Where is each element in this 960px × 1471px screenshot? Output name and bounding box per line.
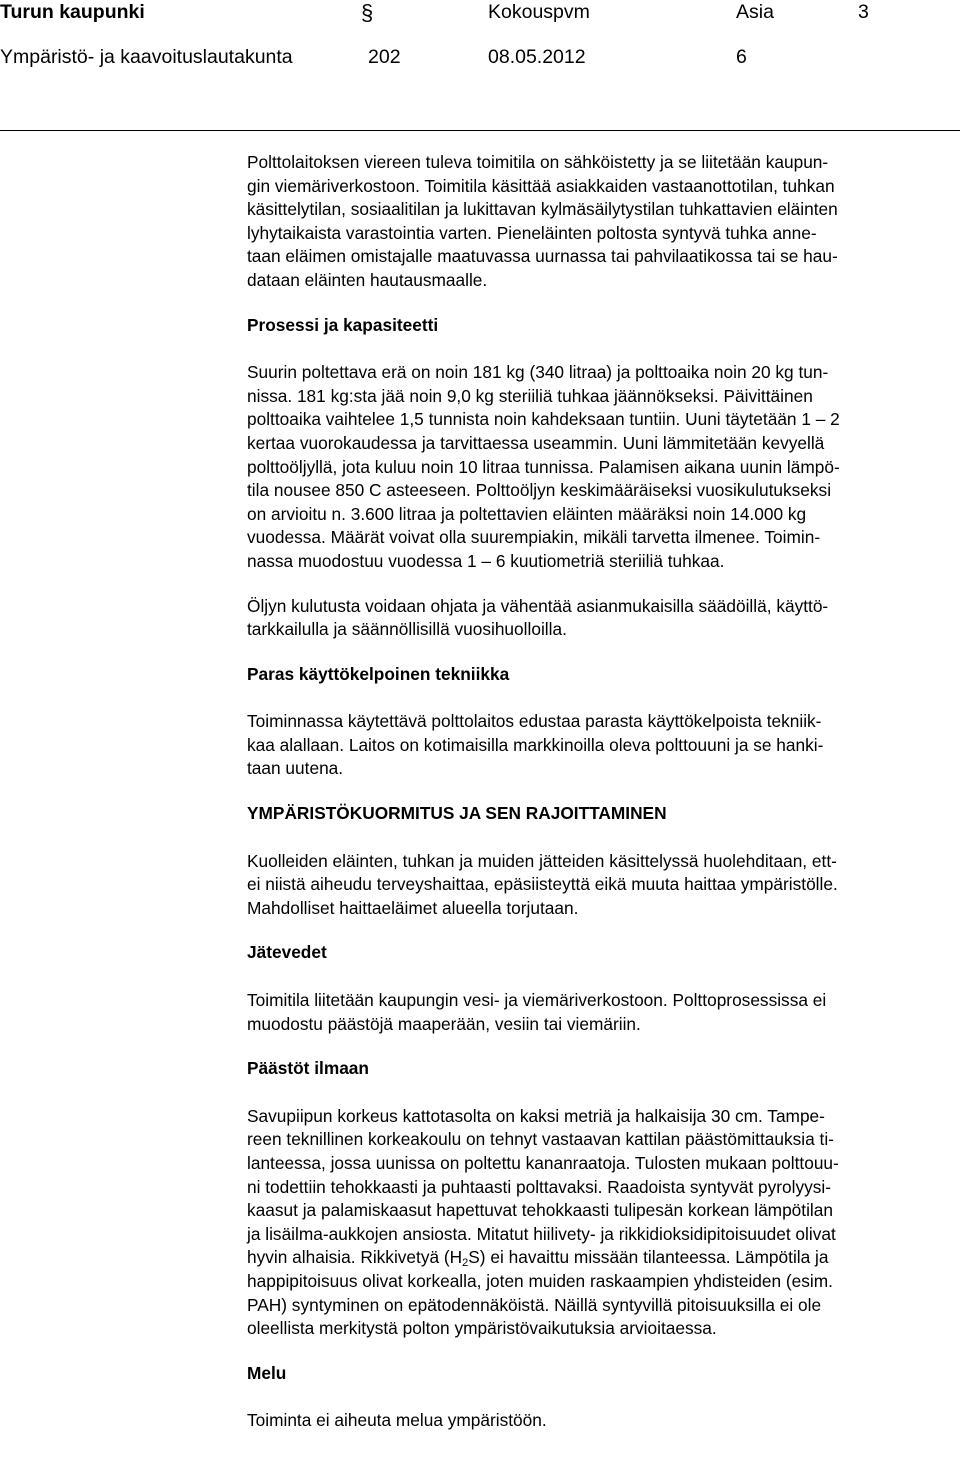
organization-name: Turun kaupunki: [0, 1, 145, 23]
heading-environmental-load: YMPÄRISTÖKUORMITUS JA SEN RAJOITTAMINEN: [247, 803, 667, 824]
page-number: 3: [858, 1, 869, 23]
text-line: nassa muodostuu vuodessa 1 – 6 kuutiometriä steriiliä tuhkaa.: [247, 550, 725, 571]
meeting-date: 08.05.2012: [488, 46, 586, 68]
text-line: ja lisäilma-aukkojen ansiosta. Mitatut hiilivety- ja rikkidioksidipitoisuudet olivat: [247, 1223, 836, 1244]
text-line: ei niistä aiheudu terveyshaittaa, epäsiisteyttä eikä muuta haittaa ympäristölle.: [247, 874, 838, 895]
text-line: polttoöljyllä, jota kuluu noin 10 litraa tunnissa. Palamisen aikana uunin lämpö-: [247, 456, 840, 477]
text-line: on arvioitu n. 3.600 litraa ja poltettavien eläinten määräksi noin 14.000 kg: [247, 503, 807, 524]
text-line: lanteessa, jossa uunissa on poltettu kananraatoja. Tulosten mukaan polttouu-: [247, 1153, 839, 1173]
item-label: Asia: [736, 1, 774, 23]
text-line: Kuolleiden eläinten, tuhkan ja muiden jätteiden käsittelyssä huolehditaan, ett-: [247, 850, 837, 871]
paragraph-technique: [247, 710, 952, 781]
item-number: 6: [736, 46, 747, 68]
text-line: Toimitila liitetään kaupungin vesi- ja viemäriverkostoon. Polttoprosessissa ei: [247, 990, 827, 1011]
text-line: PAH) syntyminen on epätodennäköistä. Näillä syntyvillä pitoisuuksilla ei ole: [247, 1294, 822, 1315]
text-line: lyhytaikaista varastointia varten. Pieneläinten poltosta syntyvä tuhka anne-: [247, 222, 817, 243]
paragraph-wastewater: [247, 989, 952, 1036]
text-line: Öljyn kulutusta voidaan ohjata ja vähentää asianmukaisilla säädöillä, käyttö-: [247, 595, 829, 616]
text-line: taan uutena.: [247, 758, 344, 779]
text-line: kaasut ja palamiskaasut hapettuvat tehokkaasti tulipesän korkean lämpötilan: [247, 1200, 833, 1221]
text-segment: S) ei havaittu missään tilanteessa. Lämpötila ja: [468, 1247, 829, 1268]
text-line: vuodessa. Määrät voivat olla suurempiakin, mikäli tarvetta ilmenee. Toimin-: [247, 527, 821, 548]
paragraph-process: [247, 361, 952, 573]
heading-best-technique: Paras käyttökelpoinen tekniikka: [247, 663, 510, 684]
subscript-2: 2: [462, 1257, 469, 1270]
text-line: gin viemäriverkostoon. Toimitila käsittää asiakkaiden vastaanottotilan, tuhkan: [247, 175, 835, 196]
paragraph-noise: [247, 1409, 952, 1433]
section-sign-icon: §: [361, 0, 374, 25]
text-line: Polttolaitoksen viereen tuleva toimitila on sähköistetty ja se liitetään kaupun-: [247, 152, 829, 172]
text-line: Toiminta ei aiheuta melua ympäristöön.: [247, 1410, 547, 1431]
text-line: Suurin poltettava erä on noin 181 kg (340 litraa) ja polttoaika noin 20 kg tun-: [247, 362, 829, 383]
text-line: Toiminnassa käytettävä polttolaitos edustaa parasta käyttökelpoista tekniik-: [247, 711, 822, 732]
paragraph-facility: [247, 151, 952, 293]
text-line: taan eläimen omistajalle maatuvassa uurnassa tai pahvilaatikossa tai se hau-: [247, 246, 838, 267]
heading-process-capacity: Prosessi ja kapasiteetti: [247, 314, 439, 335]
header-divider: [0, 130, 960, 131]
text-line: polttoaika vaihtelee 1,5 tunnista noin kahdeksaan tuntiin. Uuni täytetään 1 – 2: [247, 409, 840, 430]
text-line: ni todettiin tehokkaasti ja puhtaasti polttavaksi. Raadoista syntyvät pyrolyysi-: [247, 1176, 832, 1197]
text-line: tarkkailulla ja säännöllisillä vuosihuolloilla.: [247, 619, 567, 640]
heading-noise: Melu: [247, 1362, 287, 1383]
document-header: [0, 0, 960, 130]
heading-air-emissions: Päästöt ilmaan: [247, 1058, 369, 1079]
text-segment: hyvin alhaisia. Rikkivetyä (H: [247, 1247, 463, 1268]
document-body: [247, 151, 952, 1433]
text-line: käsittelytilan, sosiaalitilan ja lukittavan kylmäsäilytystilan tuhkattavien eläinten: [247, 199, 838, 220]
text-line-h2s: [247, 1246, 952, 1270]
paragraph-air-emissions: [247, 1105, 952, 1341]
board-name: Ympäristö- ja kaavoituslautakunta: [0, 46, 293, 68]
text-line: tila nousee 850 C asteeseen. Polttoöljyn keskimääräiseksi vuosikulutukseksi: [247, 480, 832, 501]
section-number: 202: [368, 46, 401, 68]
paragraph-oil-consumption: [247, 595, 952, 642]
text-line: muodostu päästöjä maaperään, vesiin tai viemäriin.: [247, 1013, 641, 1034]
heading-wastewater: Jätevedet: [247, 942, 327, 963]
text-line: Mahdolliset haittaeläimet alueella torjutaan.: [247, 897, 579, 918]
text-line: dataan eläinten hautausmaalle.: [247, 269, 488, 290]
text-line: oleellista merkitystä polton ympäristövaikutuksia arvioitaessa.: [247, 1318, 717, 1339]
text-line: reen teknillinen korkeakoulu on tehnyt vastaavan kattilan päästömittauksia ti-: [247, 1129, 834, 1150]
text-line: kaa alallaan. Laitos on kotimaisilla markkinoilla oleva polttouuni ja se hanki-: [247, 734, 824, 755]
text-line: nissa. 181 kg:sta jää noin 9,0 kg steriiliä tuhkaa jäännökseksi. Päivittäinen: [247, 385, 813, 406]
text-line: Savupiipun korkeus kattotasolta on kaksi metriä ja halkaisija 30 cm. Tampe-: [247, 1105, 825, 1126]
text-line: kertaa vuorokaudessa ja tarvittaessa useammin. Uuni lämmitetään kevyellä: [247, 432, 825, 453]
paragraph-waste-handling: [247, 850, 952, 921]
text-line: happipitoisuus olivat korkealla, joten muiden raskaampien yhdisteiden (esim.: [247, 1270, 833, 1291]
meeting-date-label: Kokouspvm: [488, 1, 590, 23]
